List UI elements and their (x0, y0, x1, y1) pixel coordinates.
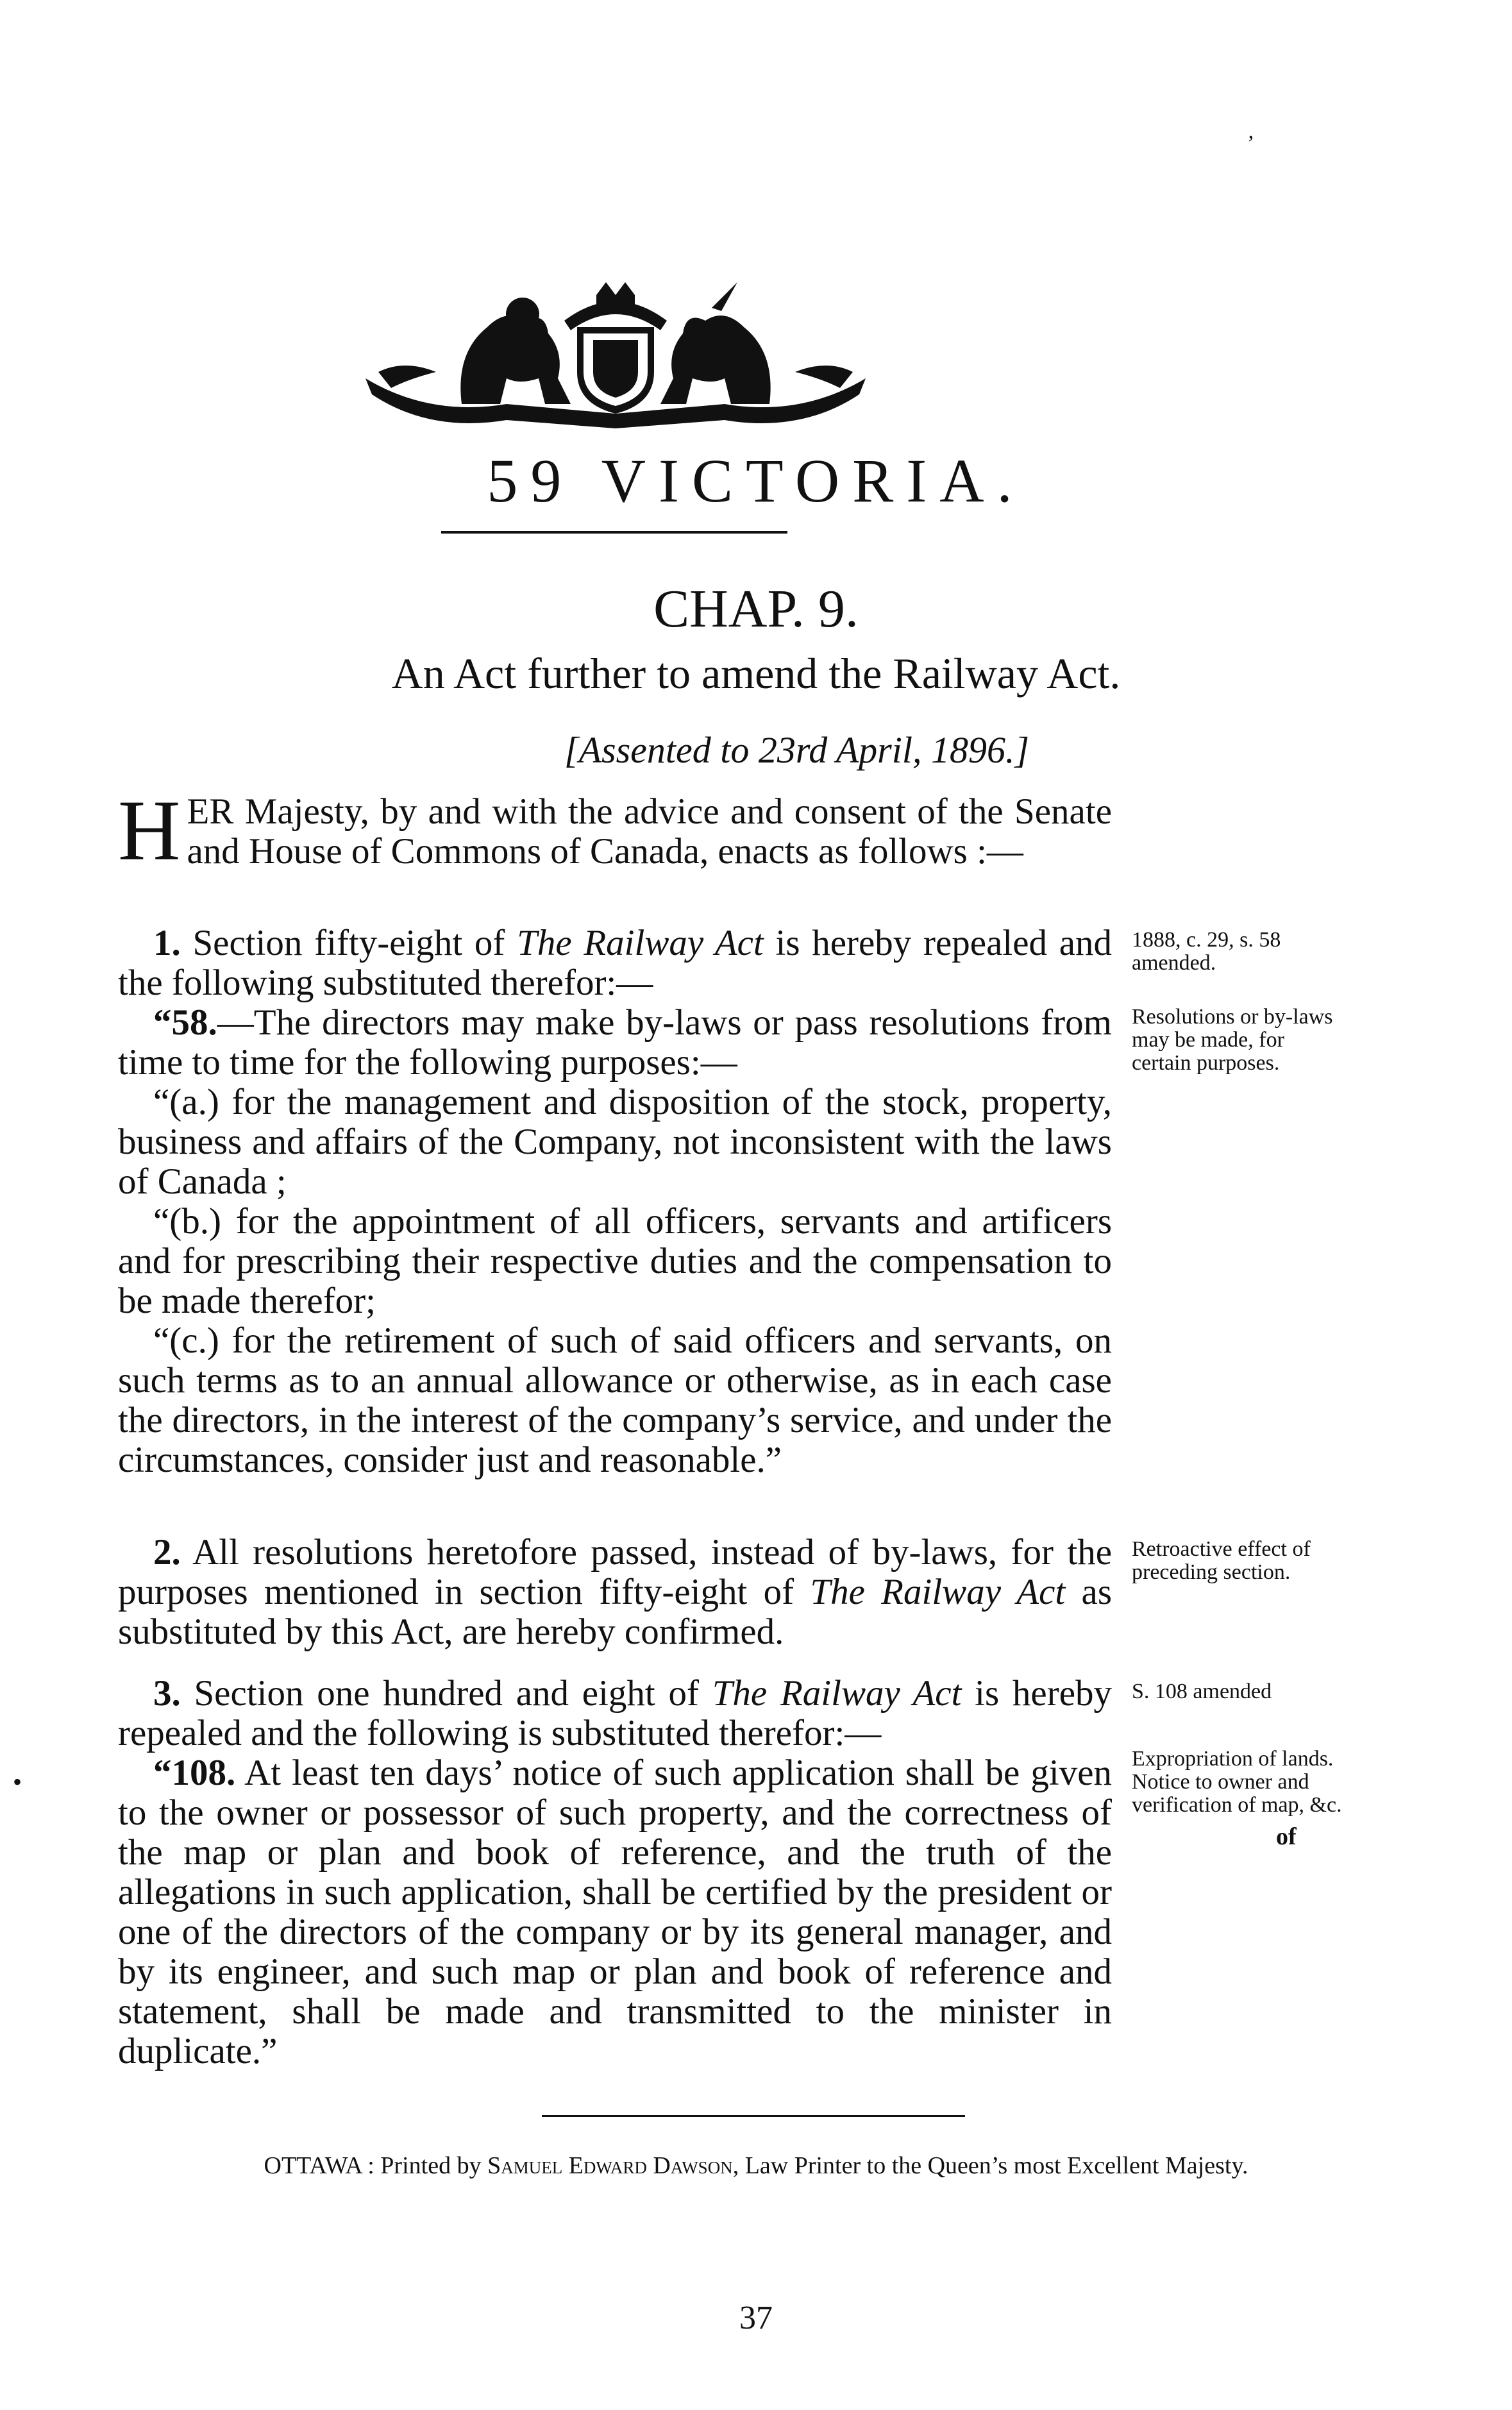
footer-rule (542, 2115, 965, 2117)
page-number: 37 (739, 2300, 773, 2336)
clause-b: “(b.) for the appointment of all officers, servants and artificers and for prescribing their respective duties and the compensation to be made therefor; (118, 1201, 1112, 1321)
margin-note-4: S. 108 amended (1132, 1680, 1272, 1703)
title-rule (441, 531, 787, 534)
clause-c: “(c.) for the retirement of such of said officers and servants, on such terms as to an annual allowance or otherwise, as in each case the directors, in the interest of the company’s service, and under the circumstances, consider just and reasonable.” (118, 1320, 1112, 1480)
royal-coat-of-arms-icon (353, 282, 878, 430)
section-number: 1. (153, 923, 181, 963)
drop-cap: H (118, 783, 181, 879)
clause-a: “(a.) for the management and disposition of the stock, property, business and affairs of the Company, not inconsistent with the laws of Canada ; (118, 1082, 1112, 1202)
stray-mark: ’ (1247, 131, 1255, 155)
act-title: An Act further to amend the Railway Act. (391, 649, 1121, 698)
regnal-title: 59 VICTORIA. (487, 446, 1025, 515)
section-1: 1. Section fifty-eight of The Railway Act is hereby repealed and the following substituted therefor:— “58.—The directors may make by-laws or pass resolutions from time to time for the following purposes:— “(a.) for the management and disposition of the stock, property, business and affairs of the Company, not inconsistent with the laws of Canada ; “(b.) for the appointment of all officers, servants and artificers and for prescribing their respective duties and the compensation to be made therefor; “(c.) for the retirement of such of said officers and servants, on such terms as to an annual allowance or otherwise, as in each case the directors, in the interest of the company’s service, and under the circumstances, consider just and reasonable.” (118, 923, 1113, 1480)
preamble: HER Majesty, by and with the advice and consent of the Senate and House of Commons of Canada, enacts as follows :— (118, 783, 1112, 879)
section-2: 2. All resolutions heretofore passed, instead of by-laws, for the purposes mentioned in section fifty-eight of The Railway Act as substituted by this Act, are hereby confirmed. (118, 1532, 1112, 1652)
margin-note-3: Retroactive effect of preceding section. (1132, 1537, 1311, 1584)
stray-dot: • (13, 1767, 22, 1796)
section-3: 3. Section one hundred and eight of The Railway Act is hereby repealed and the following is substituted therefor:— “108. At least ten days’ notice of such application shall be given to the owner or possessor of such property, and the correctness of the map or plan and book of reference, and the truth of the allegations in such application, shall be certified by the president or one of the directors of the company or by its general manager, and by its engineer, and such map or plan and book of reference and statement, shall be made and transmitted to the minister in duplicate.” (118, 1673, 1113, 2071)
printer-imprint: OTTAWA : Printed by Samuel Edward Dawson, Law Printer to the Queen’s most Excellent Majesty. (264, 2152, 1248, 2179)
assent-date: [Assented to 23rd April, 1896.] (564, 729, 1030, 771)
margin-note-5: Expropriation of lands. Notice to owner and verification of map, &c. (1132, 1747, 1342, 1817)
margin-note-2: Resolutions or by-laws may be made, for certain purposes. (1132, 1005, 1333, 1075)
section-number: 3. (153, 1673, 181, 1714)
margin-note-1: 1888, c. 29, s. 58 amended. (1132, 928, 1281, 975)
section-number: 2. (153, 1532, 181, 1572)
chapter-number: CHAP. 9. (653, 579, 859, 639)
stray-mark: of (1276, 1823, 1297, 1850)
